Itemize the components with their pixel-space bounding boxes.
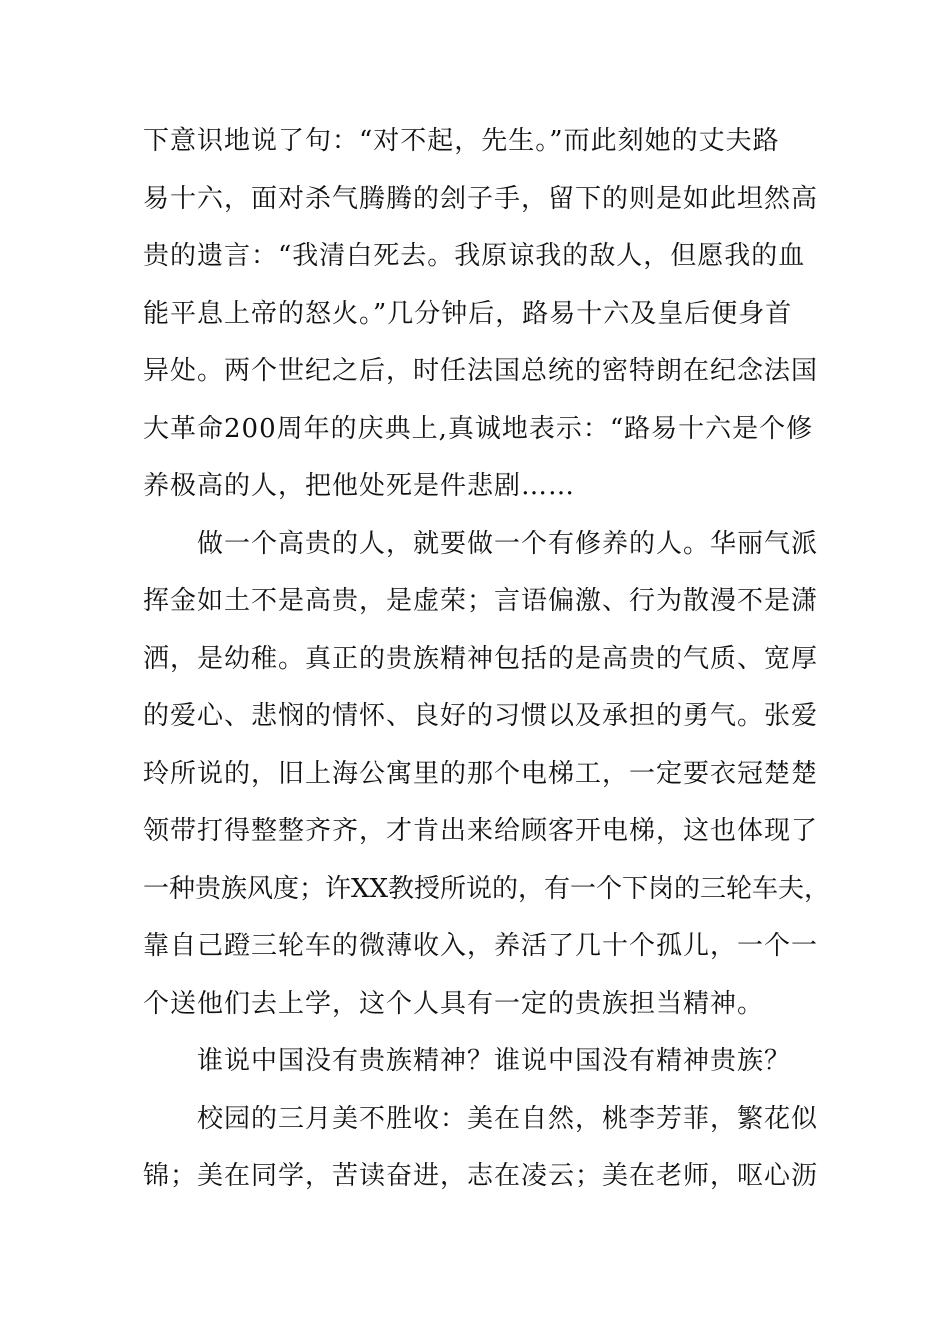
text-line: 异处。两个世纪之后，时任法国总统的密特朗在纪念法国 [143, 356, 819, 386]
text-line: 锦；美在同学，苦读奋进，志在凌云；美在老师，呕心沥 [143, 1161, 819, 1191]
text-line: 挥金如土不是高贵，是虚荣；言语偏激、行为散漫不是潇 [143, 586, 819, 616]
text-line: 贵的遗言：“我清白死去。我原谅我的敌人，但愿我的血 [143, 241, 806, 271]
text-line: 一种贵族风度；许XX教授所说的，有一个下岗的三轮车夫， [143, 874, 831, 904]
text-line: 洒，是幼稚。真正的贵族精神包括的是高贵的气质、宽厚 [143, 644, 819, 674]
text-line: 养极高的人，把他处死是件悲剧…… [143, 471, 576, 501]
text-line: 靠自己蹬三轮车的微薄收入，养活了几十个孤儿，一个一 [143, 931, 819, 961]
text-line: 大革命200周年的庆典上,真诚地表示：“路易十六是个修 [143, 414, 814, 444]
text-line: 个送他们去上学，这个人具有一定的贵族担当精神。 [143, 989, 765, 1019]
text-line: 的爱心、悲悯的情怀、良好的习惯以及承担的勇气。张爱 [143, 701, 819, 731]
paragraph-first-line: 做一个高贵的人，就要做一个有修养的人。华丽气派 [197, 529, 819, 559]
text-line: 下意识地说了句：“对不起，先生。”而此刻她的丈夫路 [143, 126, 780, 156]
text-line: 能平息上帝的怒火。”几分钟后，路易十六及皇后便身首 [143, 299, 793, 329]
text-line: 玲所说的，旧上海公寓里的那个电梯工，一定要衣冠楚楚 [143, 759, 819, 789]
paragraph-first-line: 校园的三月美不胜收：美在自然，桃李芳菲，繁花似 [197, 1104, 819, 1134]
text-line: 易十六，面对杀气腾腾的刽子手，留下的则是如此坦然高 [143, 184, 819, 214]
text-line: 领带打得整整齐齐，才肯出来给顾客开电梯，这也体现了 [143, 816, 819, 846]
paragraph-first-line: 谁说中国没有贵族精神？谁说中国没有精神贵族？ [197, 1046, 792, 1076]
